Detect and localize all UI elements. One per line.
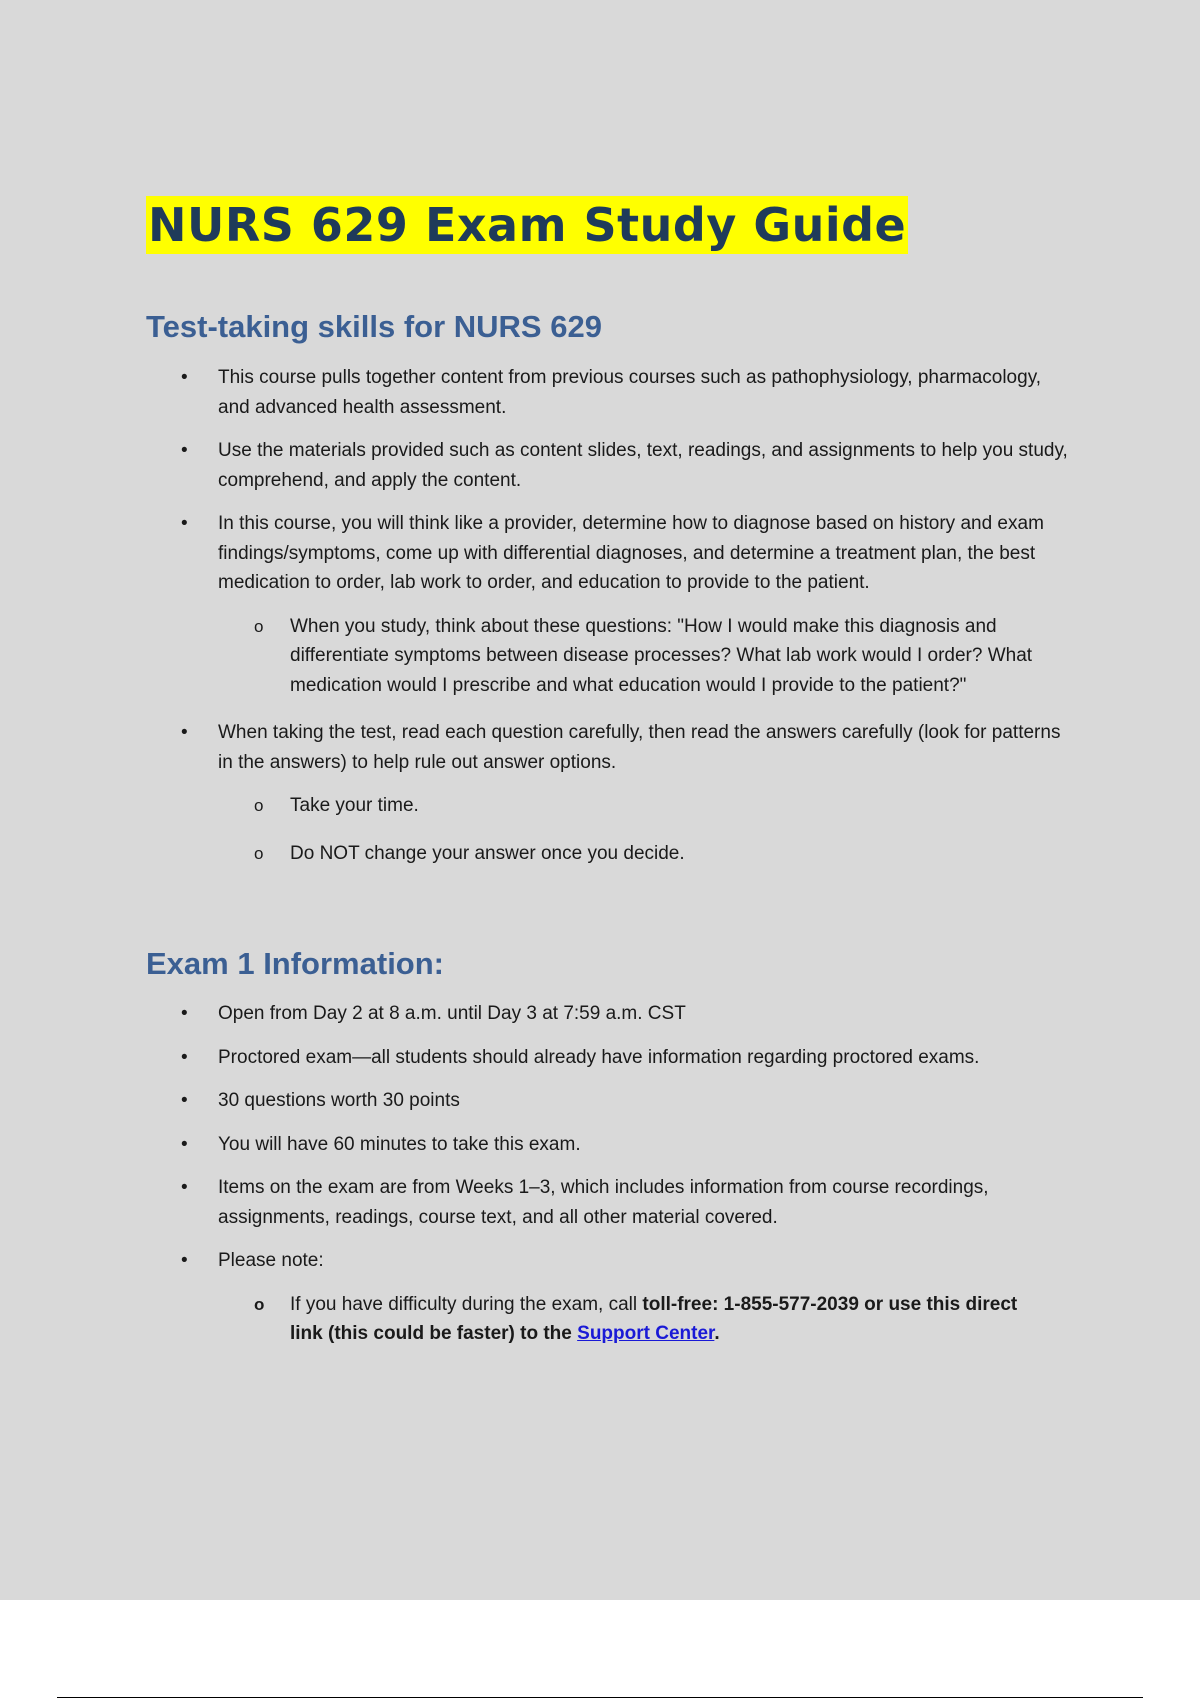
note-suffix-text: .: [714, 1323, 720, 1344]
bullet-icon: •: [181, 722, 188, 743]
circle-bullet-icon: o: [254, 796, 264, 815]
sub-list: [218, 1290, 1078, 1349]
list-item-text: 30 questions worth 30 points: [218, 1090, 460, 1111]
list-item-text: In this course, you will think like a provider, determine how to diagnose based on history and exam findings/symptoms, come up with differential diagnoses, and determine a treatment plan, the best medication to order, lab work to order, and education to provide to the patient.: [218, 513, 1044, 593]
sub-list-item: [218, 791, 1050, 821]
bullet-icon: •: [181, 513, 188, 534]
list-item-text: Proctored exam—all students should already have information regarding proctored exams.: [218, 1046, 980, 1068]
section-heading-test-taking: Test-taking skills for NURS 629: [146, 309, 602, 344]
circle-bullet-icon: o: [254, 1294, 265, 1314]
bullet-icon: •: [181, 1250, 188, 1271]
bullet-icon: •: [181, 1177, 188, 1198]
note-bold-text: toll-free: 1-855-577-2039 or use this direct link (this could be faster) to the: [290, 1293, 1018, 1344]
list-item-text: Open from Day 2 at 8 a.m. until Day 3 at 7:59 a.m. CST: [218, 1003, 686, 1024]
bullet-icon: •: [181, 1133, 188, 1155]
list-item-text: This course pulls together content from previous courses such as pathophysiology, pharmacology, and advanced health assessment.: [218, 367, 1042, 418]
exam-info-list: [0, 999, 1200, 1367]
list-item: [0, 1086, 1078, 1116]
list-item: [0, 1043, 1078, 1073]
sub-list-item: [218, 839, 1050, 869]
support-center-link[interactable]: Support Center: [577, 1323, 715, 1344]
list-item: [0, 1173, 1078, 1232]
list-item-text: Items on the exam are from Weeks 1–3, which includes information from course recordings, assignments, readings, course text, and all other material covered.: [218, 1177, 989, 1228]
bullet-icon: •: [181, 367, 188, 388]
list-item-text: Please note:: [218, 1250, 324, 1271]
sub-list: [218, 791, 1078, 868]
list-item: [0, 363, 1078, 422]
section-heading-exam-info: Exam 1 Information:: [146, 946, 444, 981]
list-item: [0, 509, 1078, 700]
bullet-icon: •: [181, 1090, 188, 1111]
sub-list-item: [218, 612, 1050, 701]
bullet-icon: •: [181, 440, 188, 461]
list-item: [0, 1130, 1078, 1160]
list-item-text: When taking the test, read each question carefully, then read the answers carefully (look for patterns in the answers) to help rule out answer options.: [218, 722, 1061, 773]
circle-bullet-icon: o: [254, 616, 264, 636]
list-item: [0, 1246, 1078, 1349]
sub-list-item-text: When you study, think about these questions: "How I would make this diagnosis and differentiate symptoms between disease processes? What lab work would I order? What medication would I prescribe and what education would I provide to the patient?": [290, 615, 1033, 696]
note-prefix-text: If you have difficulty during the exam, call: [290, 1293, 643, 1315]
list-item: [0, 718, 1078, 868]
sub-list-item: [218, 1290, 1050, 1349]
test-taking-list: [0, 363, 1200, 886]
sub-list-item-text: Do NOT change your answer once you decide.: [290, 842, 685, 864]
list-item: [0, 999, 1078, 1029]
bullet-icon: •: [181, 1046, 188, 1068]
bullet-icon: •: [181, 1003, 188, 1024]
page-title: NURS 629 Exam Study Guide: [148, 198, 907, 252]
list-item-text: Use the materials provided such as content slides, text, readings, and assignments to help you study, comprehend, and apply the content.: [218, 440, 1068, 491]
circle-bullet-icon: o: [254, 843, 264, 863]
footer-divider: [57, 1697, 1143, 1698]
list-item: [0, 436, 1078, 495]
sub-list-item-text: Take your time.: [290, 795, 419, 816]
sub-list: [218, 612, 1078, 701]
list-item-text: You will have 60 minutes to take this exam.: [218, 1133, 581, 1155]
